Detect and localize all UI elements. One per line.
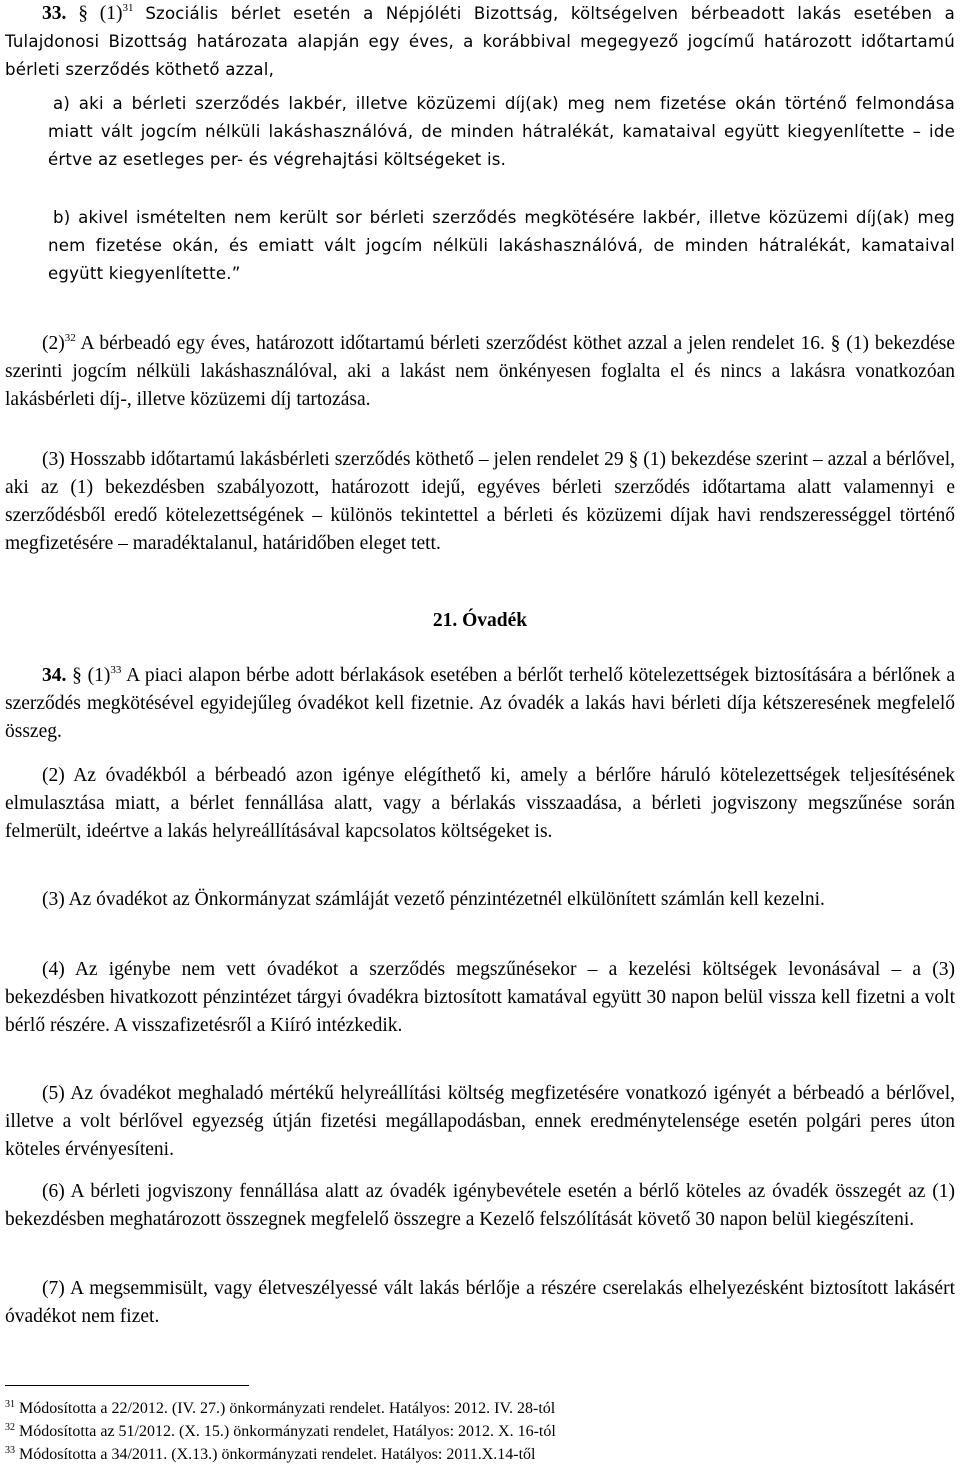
art34-para6: (6) A bérleti jogviszony fennállása alatt az óvadék igénybevétele esetén a bérlő köteles az óvadék összegét az (1) bekezdésben meghatározott összegnek megfelelő összegre a Kezelő felszólítását követő 30 napon belül kiegészíteni. bbox=[5, 1181, 955, 1230]
art34-para1-lead: (1) bbox=[87, 665, 111, 686]
footnote-number: 32 bbox=[5, 1422, 15, 1433]
art34-para4: (4) Az igénybe nem vett óvadékot a szerződés megszűnésekor – a kezelési költségek levonásával – a (3) bekezdésben hivatkozott pénzintézet tárgyi óvadékra biztosított kamatával együtt 30 napon belül vissza kell fizetni a volt bérlő részére. A visszafizetésről a Kiíró intézkedik. bbox=[5, 959, 955, 1036]
footnote-ref-32[interactable]: 32 bbox=[64, 332, 76, 344]
footnote-text: Módosította a 22/2012. (IV. 27.) önkormányzati rendelet. Hatályos: 2012. IV. 28-tól bbox=[19, 1400, 556, 1417]
footnote-text: Módosította az 51/2012. (X. 15.) önkormányzati rendelet, Hatályos: 2012. X. 16-tól bbox=[19, 1423, 556, 1440]
art33-para2-text: A bérbeadó egy éves, határozott időtartamú bérleti szerződést köthet azzal a jelen rendelet 16. § (1) bekezdése szerinti jogcím nélküli lakáshasználóval, aki a lakást nem önkényesen foglalta el és nincs a lakásra vonatkozóan lakásbérleti díj-, illetve közüzemi díj tartozása. bbox=[5, 333, 955, 410]
art33-para3: (3) Hosszabb időtartamú lakásbérleti szerződés köthető – jelen rendelet 29 § (1) bekezdése szerint – azzal a bérlővel, aki az (1) bekezdésben szabályozott, határozott idejű, egyéves bérleti szerződés időtartama alatt valamennyi e szerződésből eredő kötelezettségének – különös tekintettel a bérleti és közüzemi díjak havi rendszerességgel történő megfizetésére – maradéktalanul, határidőben eleget tett. bbox=[5, 449, 955, 554]
art33-item-b: b) akivel ismételten nem került sor bérleti szerződés megkötésére lakbér, illetve közüzemi díj(ak) meg nem fizetése okán, és emiatt vált jogcím nélküli lakáshasználóvá, de minden hátralékát, kamataival együtt kiegyenlítette.” bbox=[48, 208, 955, 283]
footnote-33 bbox=[5, 1444, 536, 1466]
footnote-32 bbox=[5, 1421, 556, 1443]
art33-item-a: a) aki a bérleti szerződés lakbér, illetve közüzemi díj(ak) meg nem fizetése okán történő felmondása miatt vált jogcím nélküli lakáshasználóvá, de minden hátralékát, kamataival együtt kiegyenlítette – ide értve az esetleges per- és végrehajtási költségeket is. bbox=[48, 94, 955, 169]
art34-para1-text: A piaci alapon bérbe adott bérlakások esetében a bérlőt terhelő kötelezettségek biztosítására a bérlőnek a szerződés megkötésével egyidejűleg óvadékot kell fizetnie. Az óvadék a lakás havi bérleti díja kétszeresének megfelelő összeg. bbox=[5, 665, 955, 742]
art34-number: 34. bbox=[42, 665, 67, 686]
footnote-ref-33[interactable]: 33 bbox=[110, 664, 122, 676]
footnote-number: 31 bbox=[5, 1399, 15, 1410]
footnote-ref-31[interactable]: 31 bbox=[122, 2, 134, 14]
art34-para3: (3) Az óvadékot az Önkormányzat számláját vezető pénzintézetnél elkülönített számlán kell kezelni. bbox=[42, 889, 825, 910]
footnote-number: 33 bbox=[5, 1445, 15, 1456]
footnote-31 bbox=[5, 1398, 555, 1420]
art33-para1-lead: (1) bbox=[99, 3, 123, 24]
art34-para5: (5) Az óvadékot meghaladó mértékű helyreállítási költség megfizetésére vonatkozó igényét a bérbeadó a bérlővel, illetve a volt bérlővel egyezség útján fizetési megállapodásban, ennek eredménytelensége esetén polgári peres úton köteles érvényesíteni. bbox=[5, 1083, 955, 1160]
art33-para2-lead: (2) bbox=[42, 333, 65, 354]
footnote-text: Módosította a 34/2011. (X.13.) önkormányzati rendelet. Hatályos: 2011.X.14-től bbox=[19, 1446, 536, 1463]
section-sign: § bbox=[72, 665, 82, 686]
section-sign: § bbox=[78, 3, 88, 24]
art34-para1 bbox=[5, 662, 955, 746]
art34-para7: (7) A megsemmisült, vagy életveszélyessé vált lakás bérlője a részére cserelakás elhelyezésként biztosított lakásért óvadékot nem fizet. bbox=[5, 1278, 955, 1327]
art33-para1 bbox=[5, 0, 955, 84]
art33-para1-text: Szociális bérlet esetén a Népjóléti Bizottság, költségelven bérbeadott lakás esetében a Tulajdonosi Bizottság határozata alapján egy éves, a korábbival megegyező jogcímű határozott időtartamú bérleti szerződés köthető azzal, bbox=[5, 4, 956, 79]
footnote-divider bbox=[5, 1385, 249, 1386]
art33-number: 33. bbox=[42, 3, 67, 24]
art33-para2 bbox=[5, 330, 955, 414]
section-title: 21. Óvadék bbox=[432, 610, 528, 631]
art34-para2: (2) Az óvadékból a bérbeadó azon igénye elégíthető ki, amely a bérlőre háruló kötelezettségek teljesítésének elmulasztása miatt, a bérlet fennállása alatt, vagy a bérlakás visszaadása, a bérleti jogviszony megszűnése során felmerült, ideértve a lakás helyreállításával kapcsolatos költségeket is. bbox=[5, 765, 955, 842]
